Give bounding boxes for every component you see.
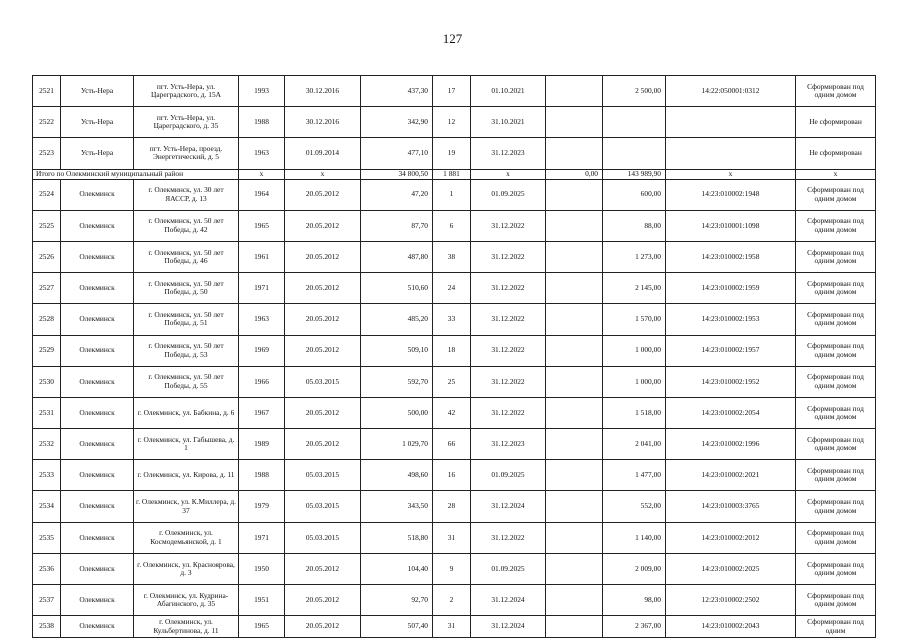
resettlement-date-cell: 31.12.2022 (471, 210, 546, 241)
build-year-cell: 1951 (239, 585, 285, 616)
recognition-date-cell: 20.05.2012 (285, 553, 361, 584)
residents-cell: 25 (433, 366, 471, 397)
land-status-cell: Сформирован под одним домом (796, 491, 876, 522)
row-number-cell: 2523 (33, 138, 61, 169)
extra-cell (546, 335, 603, 366)
table-row (33, 179, 876, 210)
land-status-cell: Сформирован под одним домом (796, 304, 876, 335)
settlement-cell: Усть-Нера (61, 138, 134, 169)
table-row (33, 335, 876, 366)
resettlement-date-cell: 31.12.2024 (471, 491, 546, 522)
recognition-date-cell: 20.05.2012 (285, 179, 361, 210)
row-number-cell: 2537 (33, 585, 61, 616)
resettlement-date-cell: 31.12.2022 (471, 304, 546, 335)
residents-cell: 6 (433, 210, 471, 241)
row-number-cell: 2535 (33, 522, 61, 553)
table-row (33, 76, 876, 107)
rows-after-total (33, 179, 876, 638)
row-number-cell: 2536 (33, 553, 61, 584)
resettlement-date-cell: 01.09.2025 (471, 179, 546, 210)
build-year-cell: 1967 (239, 397, 285, 428)
row-number-cell: 2530 (33, 366, 61, 397)
table-row (33, 107, 876, 138)
land-status-cell: Не сформирован (796, 107, 876, 138)
cadastral-number-cell: 14:23:010002:2012 (666, 522, 796, 553)
total-extra-cell: 0,00 (546, 169, 603, 179)
address-cell: г. Олекминск, ул. 50 лет Победы, д. 46 (134, 241, 239, 272)
extra-cell (546, 522, 603, 553)
recognition-date-cell: 30.12.2016 (285, 76, 361, 107)
amount-cell: 1 477,00 (603, 460, 666, 491)
table-row (33, 210, 876, 241)
build-year-cell: 1964 (239, 179, 285, 210)
build-year-cell: 1988 (239, 460, 285, 491)
settlement-cell: Олекминск (61, 460, 134, 491)
land-status-cell: Сформирован под одним домом (796, 366, 876, 397)
cadastral-number-cell: 14:22:050001:0312 (666, 76, 796, 107)
resettlement-date-cell: 01.10.2021 (471, 76, 546, 107)
total-row (33, 169, 876, 179)
cadastral-number-cell (666, 138, 796, 169)
extra-cell (546, 107, 603, 138)
build-year-cell: 1961 (239, 241, 285, 272)
recognition-date-cell: 20.05.2012 (285, 304, 361, 335)
build-year-cell: 1965 (239, 210, 285, 241)
extra-cell (546, 366, 603, 397)
land-status-cell: Сформирован под одним домом (796, 460, 876, 491)
amount-cell: 552,00 (603, 491, 666, 522)
resettlement-date-cell: 31.12.2022 (471, 366, 546, 397)
recognition-date-cell: 05.03.2015 (285, 460, 361, 491)
resettlement-date-cell: 31.12.2022 (471, 241, 546, 272)
cadastral-number-cell: 14:23:010003:3765 (666, 491, 796, 522)
address-cell: г. Олекминск, ул. 50 лет Победы, д. 55 (134, 366, 239, 397)
row-number-cell: 2522 (33, 107, 61, 138)
amount-cell: 1 000,00 (603, 335, 666, 366)
area-cell: 498,60 (361, 460, 433, 491)
table-row (33, 491, 876, 522)
area-cell: 343,50 (361, 491, 433, 522)
cadastral-number-cell: 12:23:010002:2502 (666, 585, 796, 616)
residents-cell: 9 (433, 553, 471, 584)
cadastral-number-cell: 14:23:010002:1958 (666, 241, 796, 272)
residents-cell: 18 (433, 335, 471, 366)
row-number-cell: 2525 (33, 210, 61, 241)
resettlement-date-cell: 31.12.2022 (471, 335, 546, 366)
cadastral-number-cell: 14:23:010002:1953 (666, 304, 796, 335)
address-cell: г. Олекминск, ул. Кульбертинова, д. 11 (134, 616, 239, 638)
table-row (33, 138, 876, 169)
area-cell: 342,90 (361, 107, 433, 138)
area-cell: 518,80 (361, 522, 433, 553)
build-year-cell: 1966 (239, 366, 285, 397)
build-year-cell: 1963 (239, 304, 285, 335)
amount-cell (603, 107, 666, 138)
resettlement-date-cell: 31.12.2022 (471, 273, 546, 304)
area-cell: 509,10 (361, 335, 433, 366)
area-cell: 87,70 (361, 210, 433, 241)
land-status-cell: Сформирован под одним (796, 616, 876, 638)
address-cell: г. Олекминск, ул. Бабкина, д. 6 (134, 397, 239, 428)
area-cell: 510,60 (361, 273, 433, 304)
build-year-cell: 1965 (239, 616, 285, 638)
area-cell: 1 029,70 (361, 429, 433, 460)
amount-cell: 1 273,00 (603, 241, 666, 272)
land-status-cell: Сформирован под одним домом (796, 585, 876, 616)
recognition-date-cell: 20.05.2012 (285, 210, 361, 241)
residents-cell: 33 (433, 304, 471, 335)
row-number-cell: 2521 (33, 76, 61, 107)
amount-cell: 600,00 (603, 179, 666, 210)
area-cell: 104,40 (361, 553, 433, 584)
row-number-cell: 2533 (33, 460, 61, 491)
address-cell: г. Олекминск, ул. 50 лет Победы, д. 53 (134, 335, 239, 366)
settlement-cell: Олекминск (61, 553, 134, 584)
cadastral-number-cell (666, 107, 796, 138)
amount-cell: 1 518,00 (603, 397, 666, 428)
amount-cell: 2 009,00 (603, 553, 666, 584)
resettlement-date-cell: 31.12.2023 (471, 138, 546, 169)
table-row (33, 616, 876, 638)
recognition-date-cell: 01.09.2014 (285, 138, 361, 169)
address-cell: г. Олекминск, ул. К.Миллера, д. 37 (134, 491, 239, 522)
total-residents-cell: 1 881 (433, 169, 471, 179)
address-cell: пгт. Усть-Нера, проезд. Энергетический, д. 5 (134, 138, 239, 169)
land-status-cell: Сформирован под одним домом (796, 553, 876, 584)
row-number-cell: 2538 (33, 616, 61, 638)
settlement-cell: Олекминск (61, 522, 134, 553)
cadastral-number-cell: 14:23:010001:1098 (666, 210, 796, 241)
resettlement-date-cell: 31.12.2024 (471, 585, 546, 616)
settlement-cell: Олекминск (61, 179, 134, 210)
table-row (33, 429, 876, 460)
row-number-cell: 2524 (33, 179, 61, 210)
area-cell: 92,70 (361, 585, 433, 616)
area-cell: 477,10 (361, 138, 433, 169)
extra-cell (546, 241, 603, 272)
total-label-cell: Итого по Олекминский муниципальный район (33, 169, 239, 179)
amount-cell: 2 367,00 (603, 616, 666, 638)
cadastral-number-cell: 14:23:010002:1959 (666, 273, 796, 304)
area-cell: 507,40 (361, 616, 433, 638)
resettlement-date-cell: 01.09.2025 (471, 553, 546, 584)
area-cell: 437,30 (361, 76, 433, 107)
extra-cell (546, 76, 603, 107)
row-number-cell: 2532 (33, 429, 61, 460)
resettlement-date-cell: 31.12.2022 (471, 522, 546, 553)
recognition-date-cell: 05.03.2015 (285, 491, 361, 522)
cadastral-number-cell: 14:23:010002:1957 (666, 335, 796, 366)
land-status-cell: Сформирован под одним домом (796, 522, 876, 553)
build-year-cell: 1989 (239, 429, 285, 460)
extra-cell (546, 585, 603, 616)
settlement-cell: Олекминск (61, 241, 134, 272)
recognition-date-cell: 20.05.2012 (285, 429, 361, 460)
build-year-cell: 1988 (239, 107, 285, 138)
cadastral-number-cell: 14:23:010002:2021 (666, 460, 796, 491)
amount-cell: 1 570,00 (603, 304, 666, 335)
table-row (33, 460, 876, 491)
land-status-cell: Сформирован под одним домом (796, 429, 876, 460)
settlement-cell: Олекминск (61, 273, 134, 304)
residents-cell: 12 (433, 107, 471, 138)
amount-cell: 88,00 (603, 210, 666, 241)
total-amount-cell: 143 989,90 (603, 169, 666, 179)
area-cell: 500,00 (361, 397, 433, 428)
row-number-cell: 2529 (33, 335, 61, 366)
extra-cell (546, 460, 603, 491)
amount-cell: 2 500,00 (603, 76, 666, 107)
build-year-cell: 1971 (239, 522, 285, 553)
extra-cell (546, 138, 603, 169)
extra-cell (546, 397, 603, 428)
total-year-cell: x (239, 169, 285, 179)
area-cell: 592,70 (361, 366, 433, 397)
residents-cell: 19 (433, 138, 471, 169)
residents-cell: 24 (433, 273, 471, 304)
page-number: 127 (442, 31, 463, 46)
extra-cell (546, 491, 603, 522)
cadastral-number-cell: 14:23:010002:2025 (666, 553, 796, 584)
table-row (33, 366, 876, 397)
build-year-cell: 1950 (239, 553, 285, 584)
extra-cell (546, 553, 603, 584)
total-resettle-date-cell: x (471, 169, 546, 179)
resettlement-date-cell: 01.09.2025 (471, 460, 546, 491)
address-cell: пгт. Усть-Нера, ул. Цареградского, д. 35 (134, 107, 239, 138)
recognition-date-cell: 05.03.2015 (285, 522, 361, 553)
cadastral-number-cell: 14:23:010002:1996 (666, 429, 796, 460)
table-row (33, 522, 876, 553)
amount-cell: 2 145,00 (603, 273, 666, 304)
area-cell: 47,20 (361, 179, 433, 210)
land-status-cell: Сформирован под одним домом (796, 210, 876, 241)
recognition-date-cell: 05.03.2015 (285, 366, 361, 397)
settlement-cell: Усть-Нера (61, 107, 134, 138)
build-year-cell: 1979 (239, 491, 285, 522)
housing-registry-table (32, 75, 876, 638)
resettlement-date-cell: 31.12.2024 (471, 616, 546, 638)
row-number-cell: 2527 (33, 273, 61, 304)
land-status-cell: Сформирован под одним домом (796, 179, 876, 210)
settlement-cell: Олекминск (61, 397, 134, 428)
area-cell: 487,80 (361, 241, 433, 272)
settlement-cell: Олекминск (61, 585, 134, 616)
table-row (33, 241, 876, 272)
settlement-cell: Олекминск (61, 366, 134, 397)
residents-cell: 38 (433, 241, 471, 272)
settlement-cell: Олекминск (61, 616, 134, 638)
table-row (33, 273, 876, 304)
land-status-cell: Сформирован под одним домом (796, 76, 876, 107)
address-cell: г. Олекминск, ул. Кудрина-Абагинского, д. 35 (134, 585, 239, 616)
land-status-cell: Сформирован под одним домом (796, 273, 876, 304)
residents-cell: 31 (433, 616, 471, 638)
settlement-cell: Олекминск (61, 335, 134, 366)
build-year-cell: 1993 (239, 76, 285, 107)
total-status-cell: x (796, 169, 876, 179)
recognition-date-cell: 20.05.2012 (285, 273, 361, 304)
address-cell: г. Олекминск, ул. 30 лет ЯАССР, д. 13 (134, 179, 239, 210)
resettlement-date-cell: 31.12.2022 (471, 397, 546, 428)
settlement-cell: Олекминск (61, 304, 134, 335)
row-number-cell: 2531 (33, 397, 61, 428)
address-cell: г. Олекминск, ул. 50 лет Победы, д. 51 (134, 304, 239, 335)
cadastral-number-cell: 14:23:010002:2054 (666, 397, 796, 428)
recognition-date-cell: 20.05.2012 (285, 241, 361, 272)
residents-cell: 2 (433, 585, 471, 616)
total-cadastral-cell: x (666, 169, 796, 179)
build-year-cell: 1971 (239, 273, 285, 304)
resettlement-date-cell: 31.10.2021 (471, 107, 546, 138)
extra-cell (546, 179, 603, 210)
recognition-date-cell: 20.05.2012 (285, 616, 361, 638)
address-cell: г. Олекминск, ул. Кирова, д. 11 (134, 460, 239, 491)
build-year-cell: 1969 (239, 335, 285, 366)
residents-cell: 28 (433, 491, 471, 522)
residents-cell: 31 (433, 522, 471, 553)
amount-cell: 1 000,00 (603, 366, 666, 397)
address-cell: пгт. Усть-Нера, ул. Цареградского, д. 15А (134, 76, 239, 107)
build-year-cell: 1963 (239, 138, 285, 169)
recognition-date-cell: 20.05.2012 (285, 397, 361, 428)
area-cell: 485,20 (361, 304, 433, 335)
residents-cell: 1 (433, 179, 471, 210)
settlement-cell: Усть-Нера (61, 76, 134, 107)
total-date-cell: x (285, 169, 361, 179)
settlement-cell: Олекминск (61, 491, 134, 522)
extra-cell (546, 616, 603, 638)
amount-cell: 1 140,00 (603, 522, 666, 553)
extra-cell (546, 273, 603, 304)
resettlement-date-cell: 31.12.2023 (471, 429, 546, 460)
amount-cell: 98,00 (603, 585, 666, 616)
rows-before-total (33, 76, 876, 170)
row-number-cell: 2526 (33, 241, 61, 272)
amount-cell (603, 138, 666, 169)
address-cell: г. Олекминск, ул. 50 лет Победы, д. 42 (134, 210, 239, 241)
table-row (33, 553, 876, 584)
address-cell: г. Олекминск, ул. Габышева, д. 1 (134, 429, 239, 460)
settlement-cell: Олекминск (61, 429, 134, 460)
recognition-date-cell: 30.12.2016 (285, 107, 361, 138)
residents-cell: 42 (433, 397, 471, 428)
address-cell: г. Олекминск, ул. Космодемьянской, д. 1 (134, 522, 239, 553)
amount-cell: 2 041,00 (603, 429, 666, 460)
extra-cell (546, 304, 603, 335)
row-number-cell: 2528 (33, 304, 61, 335)
settlement-cell: Олекминск (61, 210, 134, 241)
table-row (33, 304, 876, 335)
address-cell: г. Олекминск, ул. 50 лет Победы, д. 50 (134, 273, 239, 304)
residents-cell: 17 (433, 76, 471, 107)
recognition-date-cell: 20.05.2012 (285, 335, 361, 366)
land-status-cell: Не сформирован (796, 138, 876, 169)
extra-cell (546, 210, 603, 241)
residents-cell: 66 (433, 429, 471, 460)
land-status-cell: Сформирован под одним домом (796, 397, 876, 428)
table-row (33, 397, 876, 428)
cadastral-number-cell: 14:23:010002:1952 (666, 366, 796, 397)
recognition-date-cell: 20.05.2012 (285, 585, 361, 616)
table-row (33, 585, 876, 616)
row-number-cell: 2534 (33, 491, 61, 522)
land-status-cell: Сформирован под одним домом (796, 335, 876, 366)
total-area-cell: 34 800,50 (361, 169, 433, 179)
land-status-cell: Сформирован под одним домом (796, 241, 876, 272)
residents-cell: 16 (433, 460, 471, 491)
cadastral-number-cell: 14:23:010002:1948 (666, 179, 796, 210)
address-cell: г. Олекминск, ул. Красноярова, д. 3 (134, 553, 239, 584)
total-section (33, 169, 876, 179)
extra-cell (546, 429, 603, 460)
cadastral-number-cell: 14:23:010002:2043 (666, 616, 796, 638)
